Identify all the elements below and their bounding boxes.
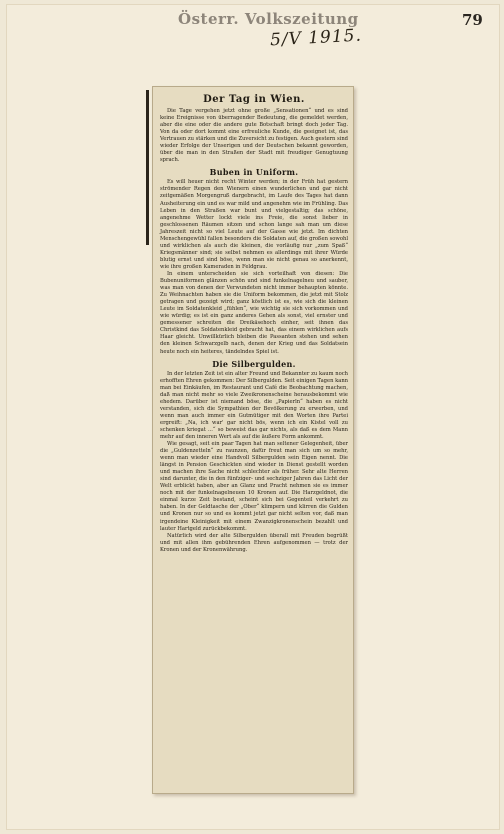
section-buben-paragraph-2: In einem unterscheiden sie sich vorteilhaft von diesen: Die Bubenuniformen glänzen schön und sind funkelnagelneu und sauber, was man von denen der Verwundeten nicht immer behaupten könnte. Zu Weihnachten haben sie die Uniform bekommen, die jetzt mit Stolz getragen und gezeigt wird; ganz köstlich ist es, wie sich die kleinen Leute im Soldatenkleid „fühlen“, wie wichtig sie sich vorkommen und wie würdig; es ist ein ganz anderes Gehen als sonst, viel ernster und gemessener schreiten die Dreikäsehoch einher, seit ihnen das Christkind das Soldatenkleid gebracht hat, das einem wirklichen aufs Haar gleicht. Unwillkürlich bleiben die Passanten stehen und sehen den kleinen Schwarzgelb nach, denen der Krieg und das Soldatsein heute noch ein heiteres, tändelndes Spiel ist. bbox=[160, 270, 348, 355]
section-buben-paragraph-1: Es will heuer nicht recht Winter werden; in der Früh hat gestern strömender Regen den Wienern einen wunderlichen und gar nicht zeitgemäßen Morgengruß dargebracht, im Laufe des Tages hat dann Ausheiterung ein und es war mild und angenehm wie im Frühling. Das Leben in den Straßen war bunt und vielgestaltig; das schöne, angenehme Wetter lockt viele ins Freie, die sonst lieber in geschlossenen Räumen sitzen und schon lange sah man um diese Jahreszeit nicht so viel Leute auf der Gasse wie jetzt. Im dichten Menschengewühl fallen besonders die Soldaten auf, die großen sowohl und wirklichen als auch die kleinen, die vorläufig nur „zum Spaß“ Kriegsmänner sind; sie selbst nehmen es allerdings mit ihrer Würde blutig ernst und sind böse, wenn man sie nicht genau so anerkennt, wie ihre großen Kameraden in Feldgrau. bbox=[160, 179, 348, 270]
article-intro: Die Tage vergehen jetzt ohne große „Sensationen“ und es sind keine Ereignisse von überragender Bedeutung, die gemeldet werden, aber die eine oder die andere gute Botschaft bringt doch jeder Tag. Von da oder dort kommt eine erfreuliche Kunde, die geeignet ist, das Vertrauen zu stärken und die Zuversicht zu festigen. Auch gestern sind wieder Erfolge der Unserigen und der Deutschen bekannt geworden, über die man in den Straßen der Stadt mit freudiger Genugtuung sprach. bbox=[160, 108, 348, 164]
section-title-silbergulden: Die Silbergulden. bbox=[212, 358, 296, 369]
newspaper-clipping bbox=[152, 86, 354, 794]
section-silbergulden-paragraph-3: Natürlich wird der alte Silbergulden überall mit Freuden begrüßt und mit allen ihm gebührenden Ehren aufgenommen — trotz der Kronen und der Kronenwährung. bbox=[160, 532, 348, 553]
clipping-margin-mark bbox=[146, 90, 149, 245]
handwritten-date: 5/V 1915. bbox=[269, 25, 363, 51]
source-stamp: Österr. Volkszeitung bbox=[178, 10, 359, 28]
page-number: 79 bbox=[462, 11, 483, 29]
section-silbergulden-paragraph-1: In der letzten Zeit ist ein alter Freund und Bekannter zu kaum noch erhofften Ehren gekommen: Der Silbergulden. Seit einigen Tagen kann man bei Einkäufen, im Restaurant und Café die Beobachtung machen, daß man nicht mehr so viele Zweikronenscheine herausbekommt wie ehedem. Darüber ist niemand böse, die „Papierln“ haben es nicht verstanden, sich die Sympathien der Bevölkerung zu erwerben, und wenn man auch immer ein Gutmütiger mit den Worten ihre Partei ergreift: „Na, ich war' gar nicht bös, wenn ich ein Kistel voll zu schenken kriegat ...“ so beweist das gar nichts, als daß es dem Mann mehr auf den inneren Wert als auf die äußere Form ankommt. bbox=[160, 370, 348, 440]
article-title: Der Tag in Wien. bbox=[203, 94, 305, 105]
section-title-buben: Buben in Uniform. bbox=[209, 167, 299, 178]
section-silbergulden-paragraph-2: Wie gesagt, seit ein paar Tagen hat man seltener Gelegenheit, über die „Guldenzetteln“ zu raunzen, dafür freut man sich um so mehr, wenn man wieder eine Handvoll Silbergulden sein Eigen nennt. Die längst in Pension Geschickten sind wieder in Dienst gestellt worden und machen ihre Sache nicht schlechter als früher. Sehr alte Herren sind darunter, die in den fünfziger- und sechziger Jahren das Licht der Welt erblickt haben, aber an Glanz und Pracht nehmen sie es immer noch mit der funkelnagelneuen 10 Kronen auf. Die Harzgeldnot, die einmal kurze Zeit bestand, scheint sich bei Gegenteil verkehrt zu haben. In der Geldtasche der „Ober“ klimpern und klirren die Gulden und Kronen nur so und es kommt jetzt gar nicht selten vor, daß man irgendeine Kleinigkeit mit einem Zwanzigkronenschein bezahlt und lauter Hartgeld zurückbekommt. bbox=[160, 441, 348, 532]
